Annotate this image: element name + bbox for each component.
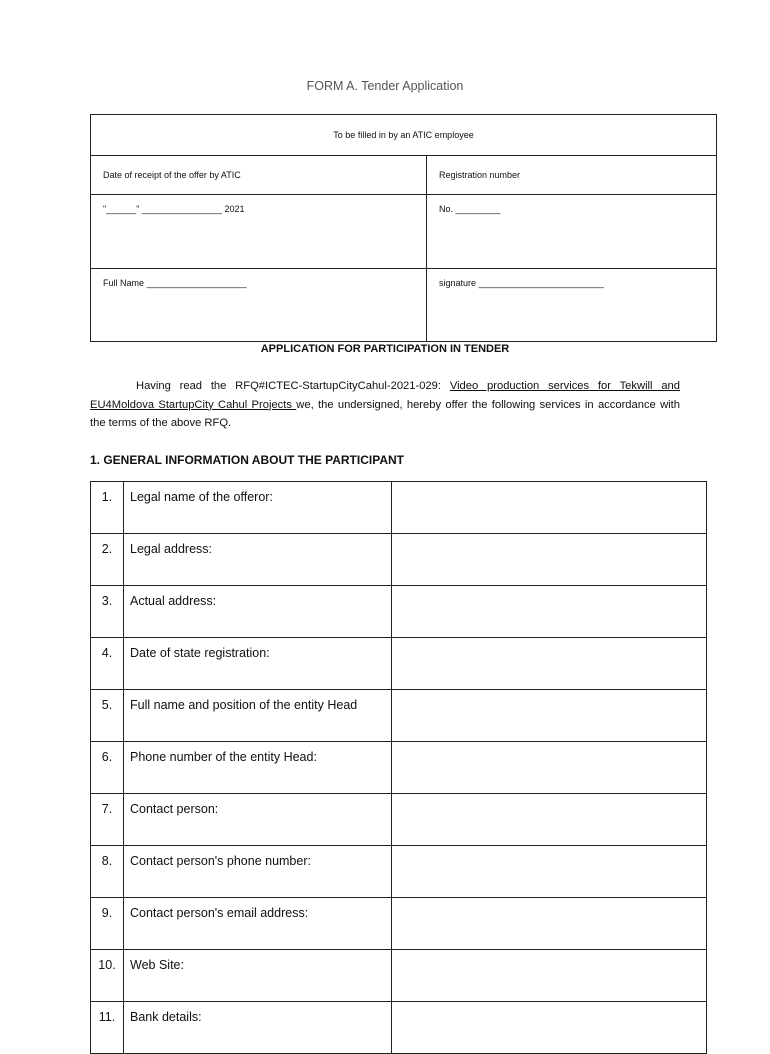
- row-number: 3.: [91, 586, 124, 638]
- row-number: 8.: [91, 846, 124, 898]
- intro-suffix: we, the undersigned, hereby offer the following services in accordance with the terms of the above RFQ.: [90, 398, 680, 429]
- table-row: [91, 482, 707, 534]
- signature-field[interactable]: signature _________________________: [427, 269, 717, 342]
- row-value-field[interactable]: [392, 638, 707, 690]
- row-label: Phone number of the entity Head:: [124, 742, 392, 794]
- row-value-field[interactable]: [392, 1002, 707, 1054]
- row-number: 1.: [91, 482, 124, 534]
- intro-paragraph: [90, 377, 680, 433]
- date-of-receipt-field[interactable]: "______" ________________ 2021: [91, 195, 427, 269]
- row-number: 6.: [91, 742, 124, 794]
- row-value-field[interactable]: [392, 846, 707, 898]
- row-label: Actual address:: [124, 586, 392, 638]
- row-label: Web Site:: [124, 950, 392, 1002]
- row-number: 9.: [91, 898, 124, 950]
- form-title: FORM A. Tender Application: [306, 79, 464, 93]
- registration-number-label: Registration number: [427, 156, 717, 195]
- table-row: [91, 1002, 707, 1054]
- table-row: [91, 846, 707, 898]
- rfq-title-link: Video production services for Tekwill and EU4Moldova StartupCity Cahul Projects: [90, 380, 680, 411]
- table-row: [91, 898, 707, 950]
- table-row: [91, 690, 707, 742]
- table-row: [91, 638, 707, 690]
- row-number: 10.: [91, 950, 124, 1002]
- row-label: Legal address:: [124, 534, 392, 586]
- date-of-receipt-label: Date of receipt of the offer by ATIC: [91, 156, 427, 195]
- section-1-heading: 1. GENERAL INFORMATION ABOUT THE PARTICIPANT: [90, 453, 404, 467]
- row-label: Date of state registration:: [124, 638, 392, 690]
- row-value-field[interactable]: [392, 690, 707, 742]
- table-row: [91, 794, 707, 846]
- row-number: 2.: [91, 534, 124, 586]
- table-row: [91, 950, 707, 1002]
- general-info-table: [90, 481, 707, 1054]
- row-value-field[interactable]: [392, 534, 707, 586]
- row-value-field[interactable]: [392, 898, 707, 950]
- atic-table: [90, 114, 717, 342]
- table-row: [91, 586, 707, 638]
- row-value-field[interactable]: [392, 482, 707, 534]
- row-value-field[interactable]: [392, 742, 707, 794]
- full-name-field[interactable]: Full Name ____________________: [91, 269, 427, 342]
- application-heading: APPLICATION FOR PARTICIPATION IN TENDER: [260, 343, 510, 355]
- row-value-field[interactable]: [392, 586, 707, 638]
- row-number: 5.: [91, 690, 124, 742]
- row-label: Legal name of the offeror:: [124, 482, 392, 534]
- row-value-field[interactable]: [392, 950, 707, 1002]
- table-row: [91, 742, 707, 794]
- row-label: Bank details:: [124, 1002, 392, 1054]
- row-label: Contact person's email address:: [124, 898, 392, 950]
- row-number: 11.: [91, 1002, 124, 1054]
- row-number: 4.: [91, 638, 124, 690]
- table-row: [91, 534, 707, 586]
- row-value-field[interactable]: [392, 794, 707, 846]
- registration-number-field[interactable]: No. _________: [427, 195, 717, 269]
- row-label: Contact person:: [124, 794, 392, 846]
- row-label: Full name and position of the entity Head: [124, 690, 392, 742]
- intro-prefix: Having read the RFQ#ICTEC-StartupCityCahul-2021-029:: [136, 380, 450, 392]
- atic-table-header: To be filled in by an ATIC employee: [91, 115, 717, 156]
- row-number: 7.: [91, 794, 124, 846]
- row-label: Contact person's phone number:: [124, 846, 392, 898]
